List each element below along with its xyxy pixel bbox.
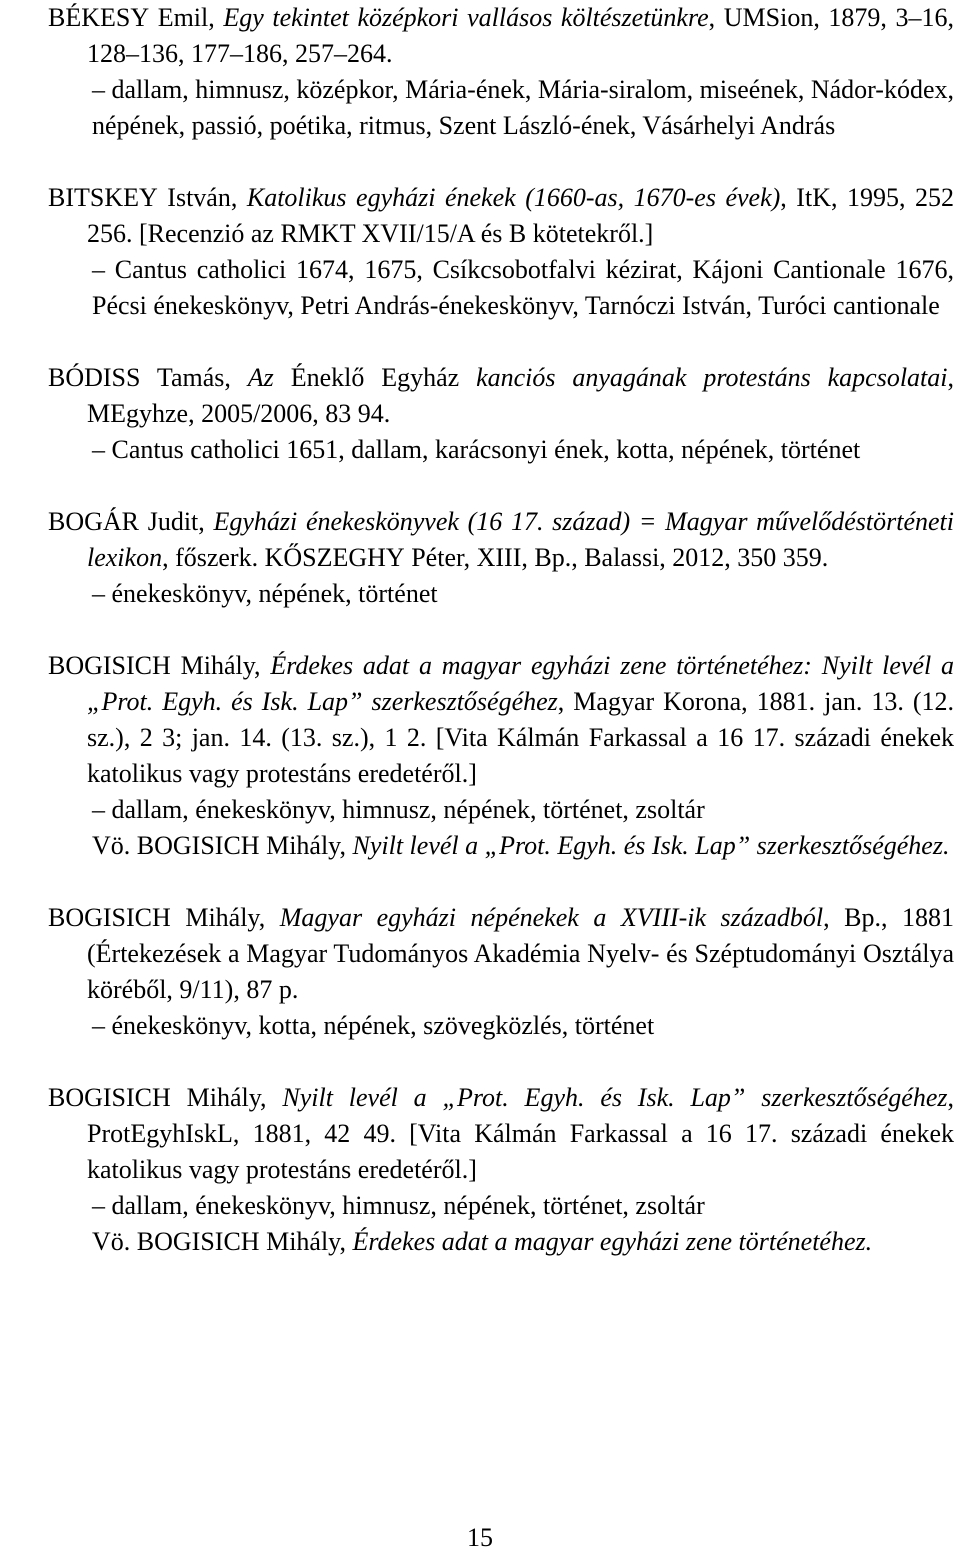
author-surname: BOGISICH bbox=[48, 1083, 171, 1112]
entry-citation bbox=[48, 180, 954, 252]
author-surname: BÓDISS bbox=[48, 363, 141, 392]
entry-keywords: – Cantus catholici 1674, 1675, Csíkcsobotfalvi kézirat, Kájoni Cantionale 1676, Pécsi énekeskönyv, Petri András-énekeskönyv, Tarnóczi István, Turóci cantionale bbox=[92, 255, 954, 320]
entry-title: Nyilt levél a „Prot. Egyh. és Isk. Lap” szerkesztőségéhez bbox=[282, 1083, 948, 1112]
author-given-name: István, bbox=[157, 183, 247, 212]
author-given-name: Mihály, bbox=[170, 1083, 283, 1112]
see-also-surname: BOGISICH bbox=[136, 1227, 260, 1256]
entry-see-also bbox=[48, 828, 954, 864]
entry-citation bbox=[48, 504, 954, 576]
entry-title-part-1: Az bbox=[247, 363, 274, 392]
author-given-name: Emil, bbox=[149, 3, 224, 32]
entry-citation bbox=[48, 360, 954, 432]
entry-source: , MEgyhze, 2005/2006, 83 94. bbox=[87, 363, 954, 428]
bibliography-entry-bitskey bbox=[48, 180, 954, 324]
entry-title: Érdekes adat a magyar egyházi zene történetéhez: Nyilt levél a „Prot. Egyh. és Isk. Lap” szerkesztőségéhez bbox=[87, 651, 954, 716]
see-also-title: Nyilt levél a „Prot. Egyh. és Isk. Lap” szerkesztőségéhez. bbox=[352, 831, 950, 860]
author-given-name: Mihály, bbox=[170, 903, 280, 932]
entry-source-part-1: , főszerk. bbox=[162, 543, 265, 572]
entry-title: Katolikus egyházi énekek (1660-as, 1670-es évek) bbox=[246, 183, 781, 212]
entry-citation bbox=[48, 648, 954, 792]
see-also-prefix: Vö. bbox=[92, 831, 137, 860]
entry-keywords: – dallam, himnusz, középkor, Mária-ének, Mária-siralom, miseének, Nádor-kódex, népének, passió, poétika, ritmus, Szent László-ének, Vásárhelyi András bbox=[92, 75, 954, 140]
entry-see-also bbox=[48, 1224, 954, 1260]
see-also-given-name: Mihály, bbox=[259, 831, 353, 860]
page-number: 15 bbox=[467, 1523, 493, 1552]
author-surname: BÉKESY bbox=[48, 3, 150, 32]
author-surname: BOGISICH bbox=[48, 651, 171, 680]
author-given-name: Mihály, bbox=[170, 651, 271, 680]
bibliography-entry-bodiss bbox=[48, 360, 954, 468]
entry-title-part-2: Éneklő Egyház bbox=[273, 363, 477, 392]
author-surname: BOGISICH bbox=[48, 903, 171, 932]
entry-keywords: – dallam, énekeskönyv, himnusz, népének, történet, zsoltár bbox=[92, 1191, 705, 1220]
entry-source: , UMSion, 1879, 3–16, 128–136, 177–186, 257–264. bbox=[87, 3, 954, 68]
entry-source: , ProtEgyhIskL, 1881, 42 49. [Vita Kálmán Farkassal a 16 17. századi énekek katolikus vagy protestáns eredetéről.] bbox=[87, 1083, 954, 1184]
bibliography-entry-bogisich-2 bbox=[48, 900, 954, 1044]
entry-keywords: – Cantus catholici 1651, dallam, karácsonyi ének, kotta, népének, történet bbox=[92, 435, 861, 464]
bibliography-page bbox=[48, 0, 954, 1260]
entry-source-part-2: Péter, XIII, Bp., Balassi, 2012, 350 359. bbox=[404, 543, 829, 572]
author-given-name: Tamás, bbox=[140, 363, 248, 392]
see-also-title: Érdekes adat a magyar egyházi zene történetéhez. bbox=[352, 1227, 873, 1256]
entry-citation bbox=[48, 0, 954, 72]
entry-keywords: – énekeskönyv, kotta, népének, szövegközlés, történet bbox=[92, 1011, 655, 1040]
bibliography-entry-bogar bbox=[48, 504, 954, 612]
bibliography-entry-bogisich-3 bbox=[48, 1080, 954, 1260]
entry-title-part-3: kanciós anyagának protestáns kapcsolatai bbox=[476, 363, 948, 392]
entry-keywords: – énekeskönyv, népének, történet bbox=[92, 579, 438, 608]
author-surname: BITSKEY bbox=[48, 183, 158, 212]
bibliography-entry-bekesy bbox=[48, 0, 954, 144]
entry-source: , ItK, 1995, 252 256. [Recenzió az RMKT XVII/15/A és B kötetekről.] bbox=[87, 183, 954, 248]
entry-title: Egy tekintet középkori vallásos költészetünkre bbox=[223, 3, 709, 32]
editor-surname: KŐSZEGHY bbox=[264, 543, 405, 572]
see-also-surname: BOGISICH bbox=[136, 831, 260, 860]
entry-title: Egyházi énekeskönyvek (16 17. század) = Magyar művelődéstörténeti lexikon bbox=[87, 507, 954, 572]
entry-title: Magyar egyházi népénekek a XVIII-ik századból bbox=[279, 903, 824, 932]
see-also-given-name: Mihály, bbox=[259, 1227, 353, 1256]
author-given-name: Judit, bbox=[139, 507, 214, 536]
entry-citation bbox=[48, 900, 954, 1008]
entry-source: , Magyar Korona, 1881. jan. 13. (12. sz.), 2 3; jan. 14. (13. sz.), 1 2. [Vita Kálmán Farkassal a 16 17. századi énekek katolikus vagy protestáns eredetéről.] bbox=[87, 687, 954, 788]
see-also-prefix: Vö. bbox=[92, 1227, 137, 1256]
entry-source: , Bp., 1881 (Értekezések a Magyar Tudományos Akadémia Nyelv- és Széptudományi Osztálya köréből, 9/11), 87 p. bbox=[87, 903, 954, 1004]
entry-citation bbox=[48, 1080, 954, 1188]
bibliography-entry-bogisich-1 bbox=[48, 648, 954, 864]
author-surname: BOGÁR bbox=[48, 507, 140, 536]
entry-keywords: – dallam, énekeskönyv, himnusz, népének, történet, zsoltár bbox=[92, 795, 705, 824]
